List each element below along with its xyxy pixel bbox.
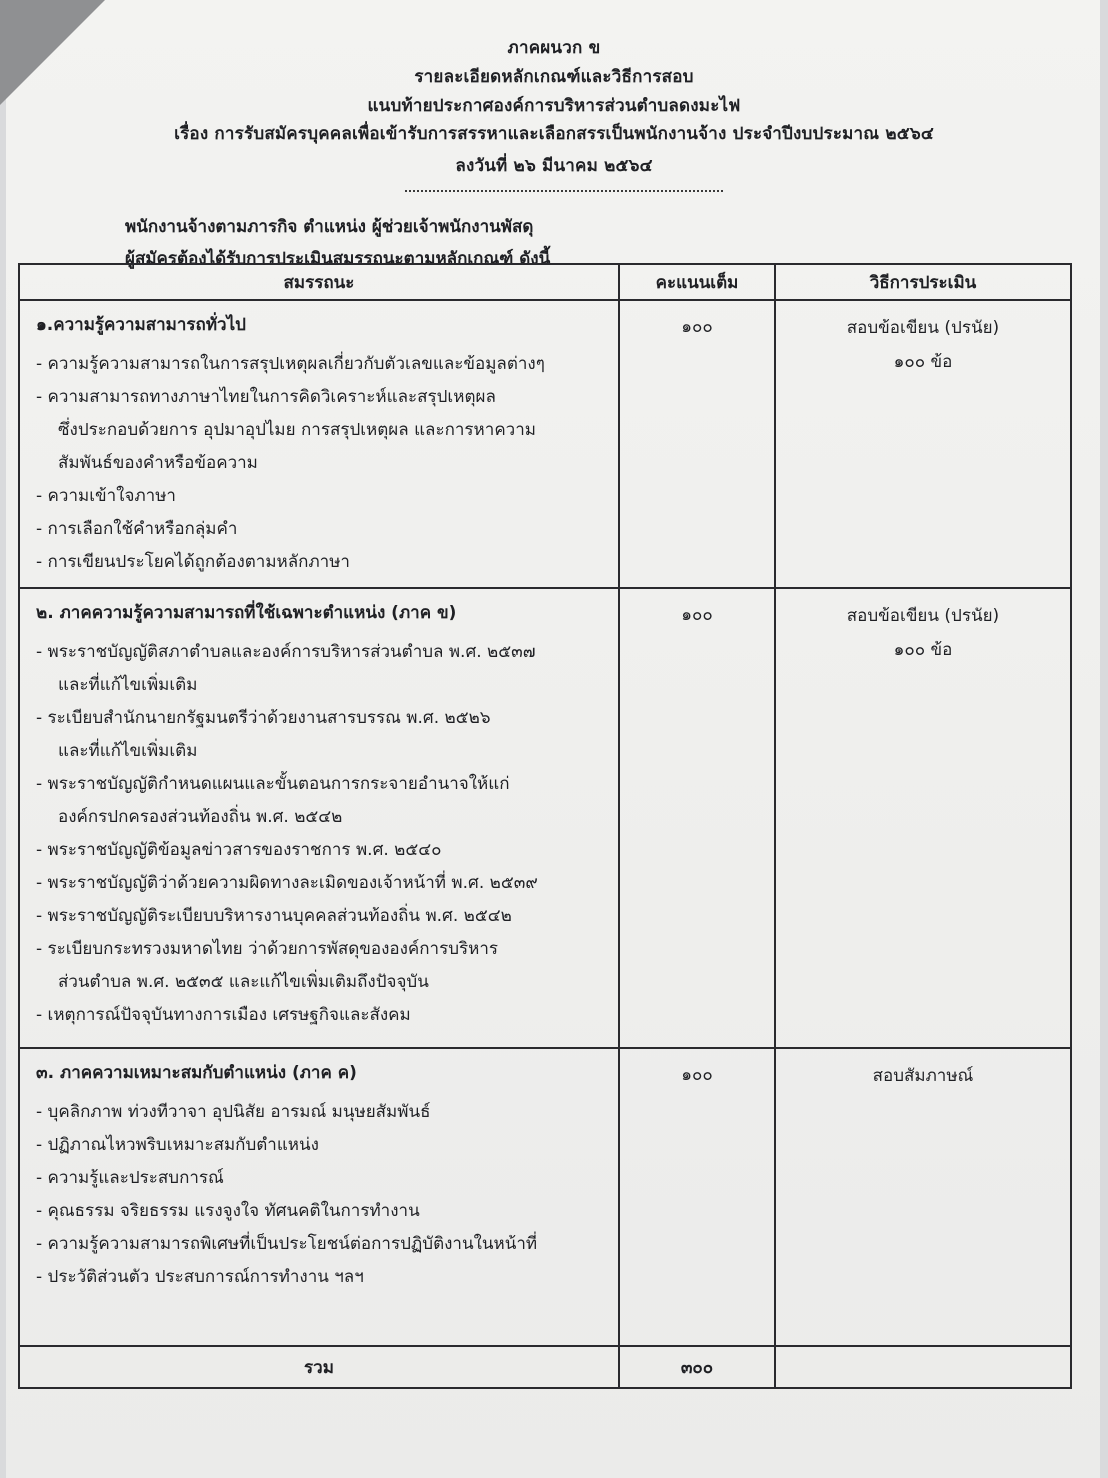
list-item: - ความเข้าใจภาษา xyxy=(36,486,176,506)
method-label: สอบสัมภาษณ์ xyxy=(872,1066,974,1086)
method-label: สอบข้อเขียน (ปรนัย) xyxy=(846,318,1000,338)
list-item: - พระราชบัญญัติกำหนดแผนและขั้นตอนการกระจายอำนาจให้แก่ xyxy=(36,774,510,794)
list-item: - ประวัติส่วนตัว ประสบการณ์การทำงาน ฯลฯ xyxy=(36,1267,364,1287)
table-row xyxy=(19,1048,1071,1346)
dotted-separator xyxy=(405,190,723,192)
list-item: - คุณธรรม จริยธรรม แรงจูงใจ ทัศนคติในการทำงาน xyxy=(36,1201,420,1221)
score-cell: ๑๐๐ xyxy=(619,300,775,588)
list-item: - พระราชบัญญัติสภาตำบลและองค์การบริหารส่วนตำบล พ.ศ. ๒๕๓๗ xyxy=(36,642,536,662)
list-item-continuation: องค์กรปกครองส่วนท้องถิ่น พ.ศ. ๒๕๔๒ xyxy=(58,807,343,827)
list-item: - พระราชบัญญัติว่าด้วยความผิดทางละเมิดของเจ้าหน้าที่ พ.ศ. ๒๕๓๙ xyxy=(36,873,538,893)
competency-cell xyxy=(19,1048,619,1346)
method-detail: ๑๐๐ ข้อ xyxy=(893,352,953,372)
subject-title: เรื่อง การรับสมัครบุคคลเพื่อเข้ารับการสรรหาและเลือกสรรเป็นพนักงานจ้าง ประจำปีงบประมาณ ๒๕๖๔ xyxy=(174,124,934,144)
section-title: ๓. ภาคความเหมาะสมกับตำแหน่ง (ภาค ค) xyxy=(36,1063,357,1083)
total-score: ๓๐๐ xyxy=(619,1346,775,1388)
method-cell xyxy=(775,588,1071,1048)
criteria-line: ผู้สมัครต้องได้รับการประเมินสมรรถนะตามหลักเกณฑ์ ดังนี้ xyxy=(125,249,551,269)
list-item: - ปฏิภาณไหวพริบเหมาะสมกับตำแหน่ง xyxy=(36,1135,319,1155)
method-cell xyxy=(775,1048,1071,1346)
table-header-row xyxy=(19,264,1071,300)
list-item: - ระเบียบกระทรวงมหาดไทย ว่าด้วยการพัสดุขององค์การบริหาร xyxy=(36,939,499,959)
list-item: - การเลือกใช้คำหรือกลุ่มคำ xyxy=(36,519,238,539)
competency-cell xyxy=(19,300,619,588)
competency-cell xyxy=(19,588,619,1048)
score-cell: ๑๐๐ xyxy=(619,588,775,1048)
appendix-title: ภาคผนวก ข xyxy=(507,38,601,58)
competency-item-list xyxy=(36,1096,606,1294)
list-item: - บุคลิกภาพ ท่วงทีวาจา อุปนิสัย อารมณ์ มนุษยสัมพันธ์ xyxy=(36,1102,431,1122)
list-item: - ความรู้และประสบการณ์ xyxy=(36,1168,224,1188)
score-cell: ๑๐๐ xyxy=(619,1048,775,1346)
list-item: - ความรู้ความสามารถในการสรุปเหตุผลเกี่ยวกับตัวเลขและข้อมูลต่างๆ xyxy=(36,354,545,374)
column-header-competency: สมรรถนะ xyxy=(19,264,619,300)
competency-item-list xyxy=(36,636,606,1032)
list-item: - ความรู้ความสามารถพิเศษที่เป็นประโยชน์ต่อการปฏิบัติงานในหน้าที่ xyxy=(36,1234,538,1254)
section-title: ๒. ภาคความรู้ความสามารถที่ใช้เฉพาะตำแหน่ง (ภาค ข) xyxy=(36,603,457,623)
attached-title: แนบท้ายประกาศองค์การบริหารส่วนตำบลดงมะไฟ xyxy=(367,96,741,116)
details-title: รายละเอียดหลักเกณฑ์และวิธีการสอบ xyxy=(414,67,694,87)
list-item: - ความสามารถทางภาษาไทยในการคิดวิเคราะห์และสรุปเหตุผล xyxy=(36,387,496,407)
table-row xyxy=(19,300,1071,588)
list-item: - เหตุการณ์ปัจจุบันทางการเมือง เศรษฐกิจและสังคม xyxy=(36,1005,411,1025)
section-title: ๑.ความรู้ความสามารถทั่วไป xyxy=(36,315,246,335)
position-line: พนักงานจ้างตามภารกิจ ตำแหน่ง ผู้ช่วยเจ้าพนักงานพัสดุ xyxy=(125,217,534,237)
column-header-full-score: คะแนนเต็ม xyxy=(619,264,775,300)
total-row xyxy=(19,1346,1071,1388)
method-label: สอบข้อเขียน (ปรนัย) xyxy=(846,606,1000,626)
list-item: - การเขียนประโยคได้ถูกต้องตามหลักภาษา xyxy=(36,552,350,572)
total-label: รวม xyxy=(19,1346,619,1388)
total-method-empty xyxy=(775,1346,1071,1388)
method-detail: ๑๐๐ ข้อ xyxy=(893,640,953,660)
list-item: - พระราชบัญญัติระเบียบบริหารงานบุคคลส่วนท้องถิ่น พ.ศ. ๒๕๔๒ xyxy=(36,906,512,926)
list-item-continuation: และที่แก้ไขเพิ่มเติม xyxy=(58,741,198,761)
list-item: - พระราชบัญญัติข้อมูลข่าวสารของราชการ พ.ศ. ๒๕๔๐ xyxy=(36,840,442,860)
competency-item-list xyxy=(36,348,606,579)
evaluation-table xyxy=(18,263,1072,1389)
table-row xyxy=(19,588,1071,1048)
list-item-continuation: ส่วนตำบล พ.ศ. ๒๕๓๕ และแก้ไขเพิ่มเติมถึงปัจจุบัน xyxy=(58,972,429,992)
list-item-continuation: และที่แก้ไขเพิ่มเติม xyxy=(58,675,198,695)
list-item-continuation: ซึ่งประกอบด้วยการ อุปมาอุปไมย การสรุปเหตุผล และการหาความ xyxy=(58,420,536,440)
date-line: ลงวันที่ ๒๖ มีนาคม ๒๕๖๔ xyxy=(455,156,653,176)
list-item-continuation: สัมพันธ์ของคำหรือข้อความ xyxy=(58,453,258,473)
column-header-method: วิธีการประเมิน xyxy=(775,264,1071,300)
list-item: - ระเบียบสำนักนายกรัฐมนตรีว่าด้วยงานสารบรรณ พ.ศ. ๒๕๒๖ xyxy=(36,708,491,728)
method-cell xyxy=(775,300,1071,588)
